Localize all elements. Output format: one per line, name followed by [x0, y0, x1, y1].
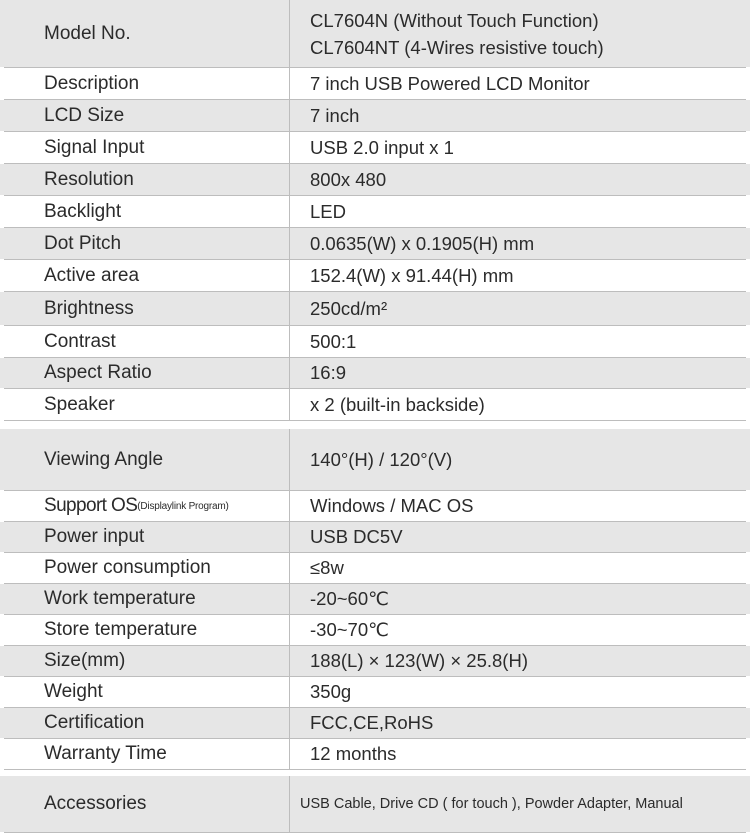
table-row-brightness [0, 292, 750, 325]
row-value: 500:1 [289, 326, 750, 357]
table-row-description [0, 68, 750, 99]
table-row-aspect-ratio [0, 358, 750, 388]
row-value: ≤8w [289, 553, 750, 583]
row-label: Warranty Time [44, 743, 167, 764]
row-value [289, 0, 750, 67]
row-label [0, 491, 289, 521]
table-row-backlight [0, 196, 750, 227]
table-row-store-temperature [0, 615, 750, 645]
row-label: Description [44, 72, 140, 94]
row-label-text: Support OS [44, 495, 138, 516]
table-row-active-area [0, 260, 750, 291]
row-label: Work temperature [44, 588, 196, 609]
row-label: Accessories [44, 793, 147, 814]
row-value-line: CL7604N (Without Touch Function) [310, 9, 599, 31]
row-label: Power input [44, 526, 145, 547]
table-row-dot-pitch [0, 228, 750, 259]
table-row-support-os [0, 491, 750, 521]
row-value: -20~60℃ [289, 584, 750, 614]
table-row-contrast [0, 326, 750, 357]
table-row-power-input [0, 522, 750, 552]
row-label: Model No. [44, 22, 131, 44]
row-value: 16:9 [289, 358, 750, 388]
row-label: Contrast [44, 330, 116, 352]
row-label: Weight [44, 681, 103, 702]
row-label: Aspect Ratio [44, 362, 152, 383]
table-row-lcd-size [0, 100, 750, 131]
row-label: Speaker [44, 393, 115, 415]
table-row-speaker [0, 389, 750, 420]
table-row-resolution [0, 164, 750, 195]
row-value: USB 2.0 input x 1 [289, 132, 750, 163]
row-value: 250cd/m² [289, 292, 750, 325]
row-value-line: CL7604NT (4-Wires resistive touch) [310, 36, 604, 58]
row-label: Active area [44, 264, 140, 286]
table-row-power-consumption [0, 553, 750, 583]
table-row-model-no [0, 0, 750, 67]
row-value: 7 inch USB Powered LCD Monitor [289, 68, 750, 99]
row-label: Store temperature [44, 619, 198, 640]
row-value: 7 inch [289, 100, 750, 131]
table-row-warranty-time [0, 739, 750, 769]
row-label: Signal Input [44, 136, 145, 158]
table-row-signal-input [0, 132, 750, 163]
row-label: Dot Pitch [44, 232, 122, 254]
row-value: 152.4(W) x 91.44(H) mm [289, 260, 750, 291]
row-label-note: (Displaylink Program) [137, 500, 229, 512]
row-value: x 2 (built-in backside) [289, 389, 750, 420]
row-value: FCC,CE,RoHS [289, 708, 750, 738]
row-label: LCD Size [44, 104, 125, 126]
row-label: Brightness [44, 297, 134, 319]
row-value: LED [289, 196, 750, 227]
row-label: Power consumption [44, 557, 211, 578]
row-value: USB Cable, Drive CD ( for touch ), Powder Adapter, Manual [289, 776, 750, 832]
row-value: 140°(H) / 120°(V) [289, 429, 750, 490]
row-label: Backlight [44, 200, 122, 222]
row-value: 800x 480 [289, 164, 750, 195]
table-row-work-temperature [0, 584, 750, 614]
row-value: -30~70℃ [289, 615, 750, 645]
row-value: 350g [289, 677, 750, 707]
row-value: 0.0635(W) x 0.1905(H) mm [289, 228, 750, 259]
row-label: Certification [44, 712, 145, 733]
table-row-accessories [0, 776, 750, 832]
table-row-certification [0, 708, 750, 738]
row-label: Size(mm) [44, 650, 126, 671]
table-row-viewing-angle [0, 429, 750, 490]
row-label: Resolution [44, 168, 134, 190]
row-label: Viewing Angle [44, 448, 164, 470]
table-row-size [0, 646, 750, 676]
row-value: 188(L) × 123(W) × 25.8(H) [289, 646, 750, 676]
row-value: USB DC5V [289, 522, 750, 552]
table-row-weight [0, 677, 750, 707]
row-value: Windows / MAC OS [289, 491, 750, 521]
row-value: 12 months [289, 739, 750, 769]
